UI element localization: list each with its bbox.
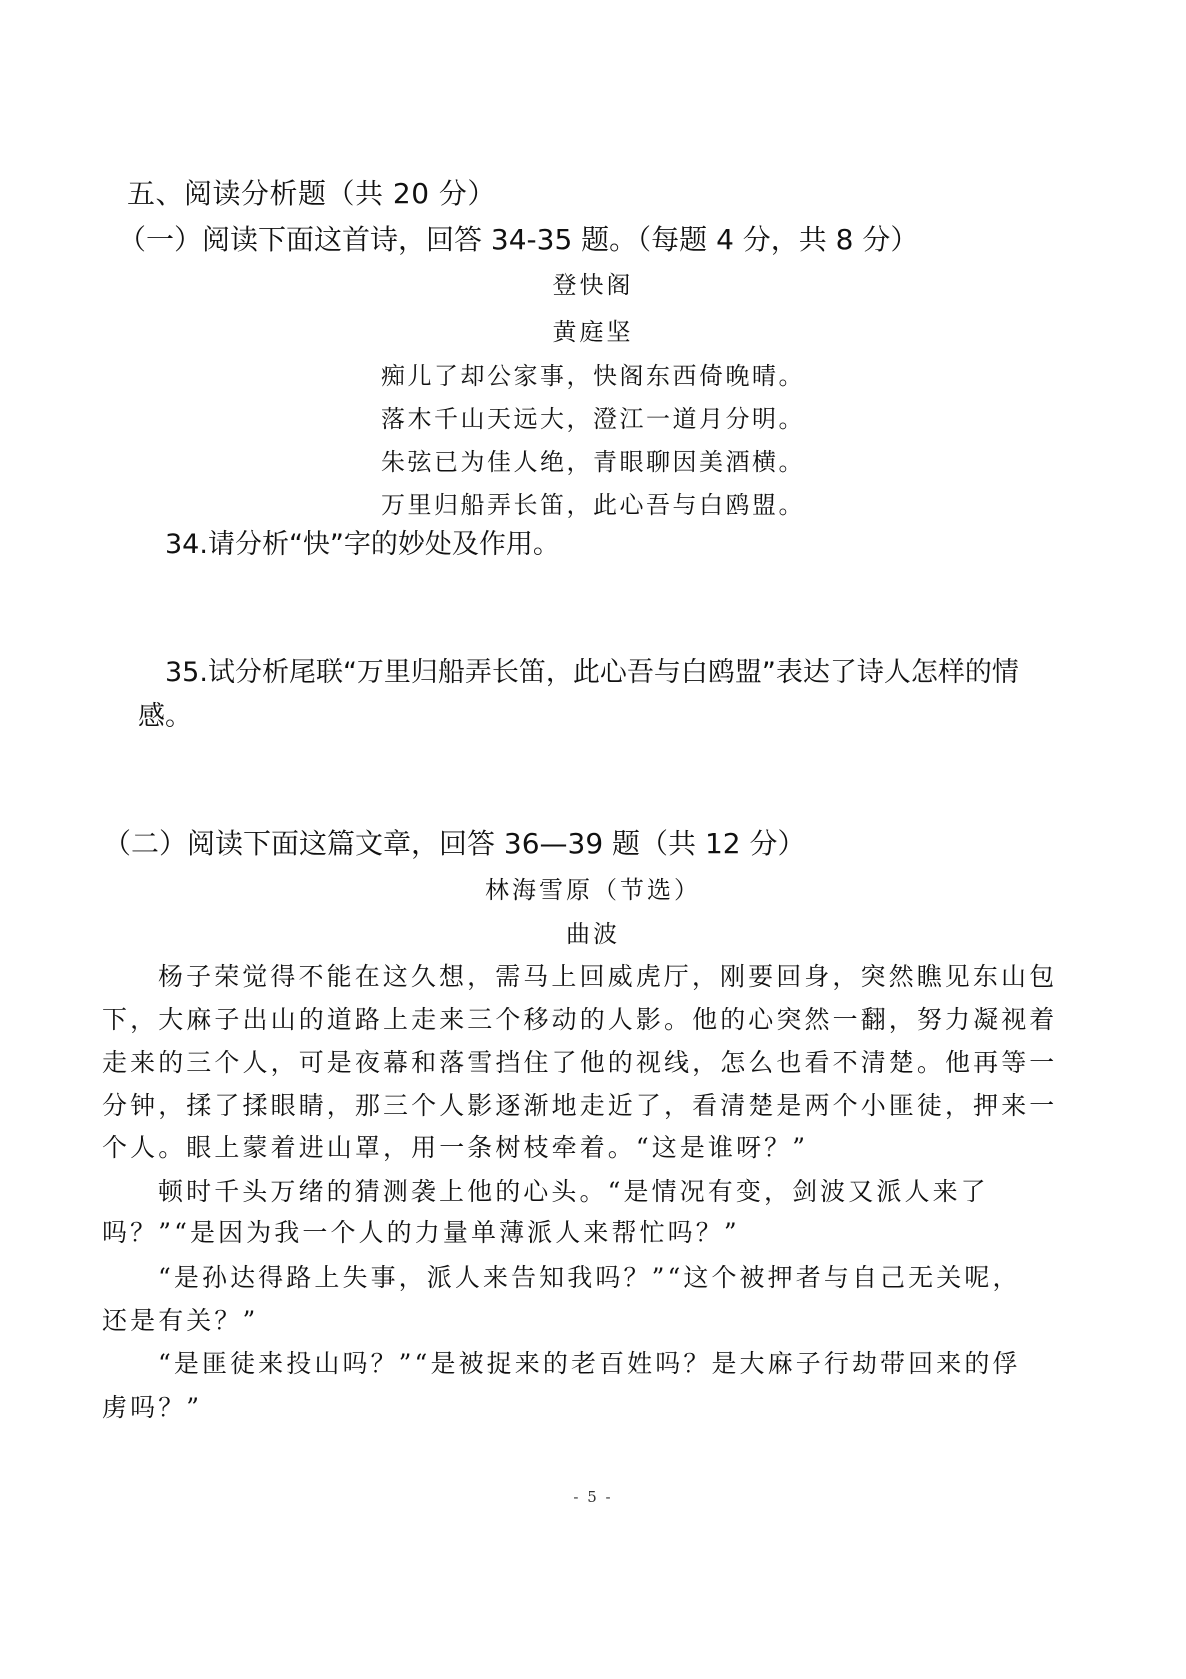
poem-line: 朱弦已为佳人绝，青眼聊因美酒横。 (381, 448, 805, 476)
article-line: “是孙达得路上失事，派人来告知我吗？”“这个被押者与自己无关呢， (158, 1263, 1021, 1292)
article-line: “是匪徒来投山吗？”“是被捉来的老百姓吗？是大麻子行劫带回来的俘 (158, 1349, 1021, 1378)
article-line: 下，大麻子出山的道路上走来三个移动的人影。他的心突然一翻，努力凝视着 (102, 1005, 1058, 1034)
poem-line: 万里归船弄长笛，此心吾与白鸥盟。 (381, 491, 805, 519)
article-line: 还是有关？” (102, 1306, 259, 1335)
article-author: 曲波 (566, 920, 620, 948)
article-line: 个人。眼上蒙着进山罩，用一条树枝牵着。“这是谁呀？” (102, 1133, 809, 1162)
part1-heading: （一）阅读下面这首诗，回答 34-35 题。（每题 4 分，共 8 分） (118, 223, 919, 256)
poem-author: 黄庭坚 (552, 318, 634, 346)
article-title: 林海雪原（节选） (485, 876, 701, 904)
part2-heading: （二）阅读下面这篇文章，回答 36—39 题（共 12 分） (103, 827, 806, 860)
question-35-line1: 35.试分析尾联“万里归船弄长笛，此心吾与白鸥盟”表达了诗人怎样的情 (165, 657, 1019, 688)
section-heading: 五、阅读分析题（共 20 分） (127, 177, 496, 210)
poem-title: 登快阁 (552, 271, 634, 299)
article-line: 虏吗？” (102, 1393, 203, 1422)
article-line: 顿时千头万绪的猜测袭上他的心头。“是情况有变，剑波又派人来了 (158, 1177, 989, 1206)
article-line: 走来的三个人，可是夜幕和落雪挡住了他的视线，怎么也看不清楚。他再等一 (102, 1048, 1058, 1077)
question-35-line2: 感。 (138, 701, 192, 732)
question-34: 34.请分析“快”字的妙处及作用。 (165, 529, 560, 560)
article-line: 分钟，揉了揉眼睛，那三个人影逐渐地走近了，看清楚是两个小匪徒，押来一 (102, 1091, 1058, 1120)
page-number: - 5 - (573, 1488, 613, 1506)
article-line: 杨子荣觉得不能在这久想，需马上回威虎厅，刚要回身，突然瞧见东山包 (158, 962, 1058, 991)
article-line: 吗？”“是因为我一个人的力量单薄派人来帮忙吗？” (102, 1218, 740, 1247)
poem-line: 痴儿了却公家事，快阁东西倚晚晴。 (381, 362, 805, 390)
poem-line: 落木千山天远大，澄江一道月分明。 (381, 405, 805, 433)
